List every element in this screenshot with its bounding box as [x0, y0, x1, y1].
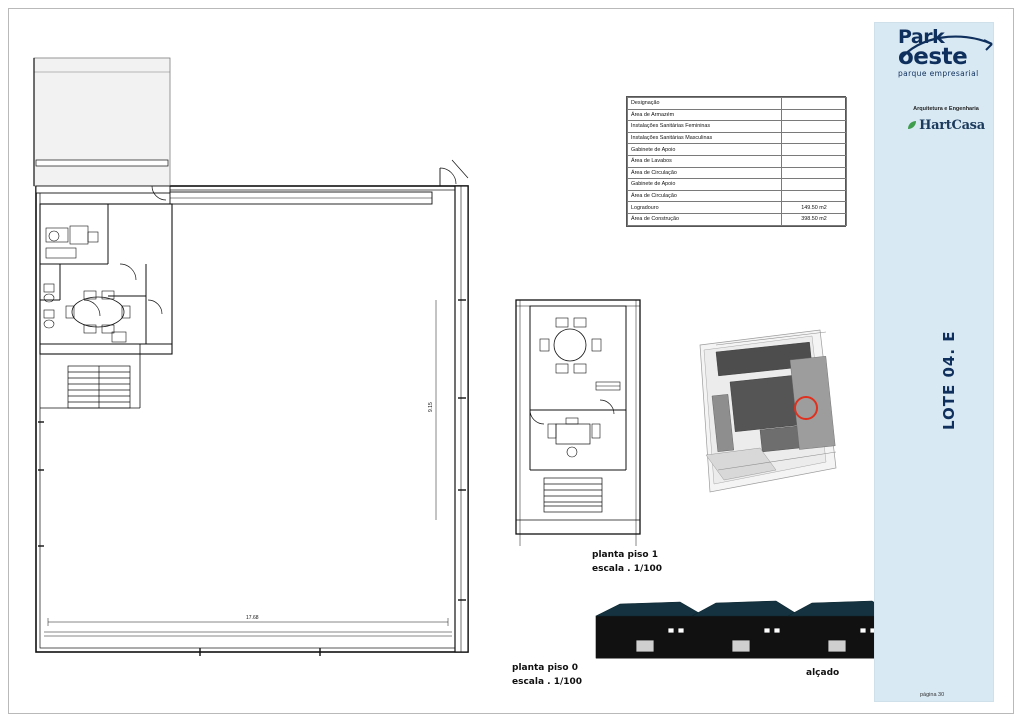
- table-cell-value: [782, 167, 847, 179]
- table-cell-value: [782, 109, 847, 121]
- table-row: [628, 213, 847, 225]
- table-row: [628, 121, 847, 133]
- park-oeste-logo: [898, 28, 994, 86]
- table-cell-value: [782, 132, 847, 144]
- table-cell-designation: Área de Lavabos: [628, 155, 782, 167]
- table-cell-value: 149.50 m2: [782, 202, 847, 214]
- table-row: [628, 98, 847, 110]
- table-cell-designation: Área de Circulação: [628, 190, 782, 202]
- dimension-vertical: 9.15: [428, 402, 434, 412]
- table-cell-designation: Área de Armazém: [628, 109, 782, 121]
- table-cell-value: [782, 121, 847, 133]
- table-cell-value: [782, 144, 847, 156]
- table-cell-designation: Gabinete de Apoio: [628, 179, 782, 191]
- table-cell-designation: Área de Construção: [628, 213, 782, 225]
- floor1-title: planta piso 1: [592, 550, 658, 560]
- logo-line-oeste: oeste: [898, 44, 968, 70]
- dimension-horizontal: 17.68: [246, 615, 259, 621]
- table-cell-designation: Instalações Sanitárias Masculinas: [628, 132, 782, 144]
- table-row: [628, 190, 847, 202]
- table-cell-value: [782, 98, 847, 110]
- leaf-icon: [907, 120, 917, 130]
- table-row: [628, 179, 847, 191]
- elevation-title: alçado: [806, 668, 840, 678]
- floor0-scale: escala . 1/100: [512, 677, 583, 687]
- table-row: [628, 144, 847, 156]
- table-row: [628, 109, 847, 121]
- table-cell-value: [782, 155, 847, 167]
- lot-label: LOTE 04. E: [940, 330, 958, 430]
- legend-table: [626, 96, 846, 227]
- floor1-scale: escala . 1/100: [592, 564, 663, 574]
- table-row: [628, 155, 847, 167]
- hartcasa-wordmark: HartCasa: [919, 118, 985, 133]
- table-cell-designation: Área de Circulação: [628, 167, 782, 179]
- table-row: [628, 202, 847, 214]
- table-cell-designation: Gabinete de Apoio: [628, 144, 782, 156]
- page-number: página 30: [920, 692, 945, 698]
- table-cell-designation: Logradouro: [628, 202, 782, 214]
- logo-tagline: parque empresarial: [898, 69, 979, 78]
- table-cell-designation: Instalações Sanitárias Femininas: [628, 121, 782, 133]
- table-cell-value: [782, 190, 847, 202]
- table-cell-value: [782, 179, 847, 191]
- table-row: [628, 132, 847, 144]
- table-cell-value: 398.50 m2: [782, 213, 847, 225]
- table-row: [628, 167, 847, 179]
- sheet-border: [8, 8, 1014, 714]
- floor0-title: planta piso 0: [512, 663, 578, 673]
- hartcasa-logo: [900, 116, 992, 134]
- architecture-label: Arquitetura e Engenharia: [913, 106, 979, 112]
- logo-line-park: Park: [898, 26, 945, 48]
- table-cell-designation: Designação: [628, 98, 782, 110]
